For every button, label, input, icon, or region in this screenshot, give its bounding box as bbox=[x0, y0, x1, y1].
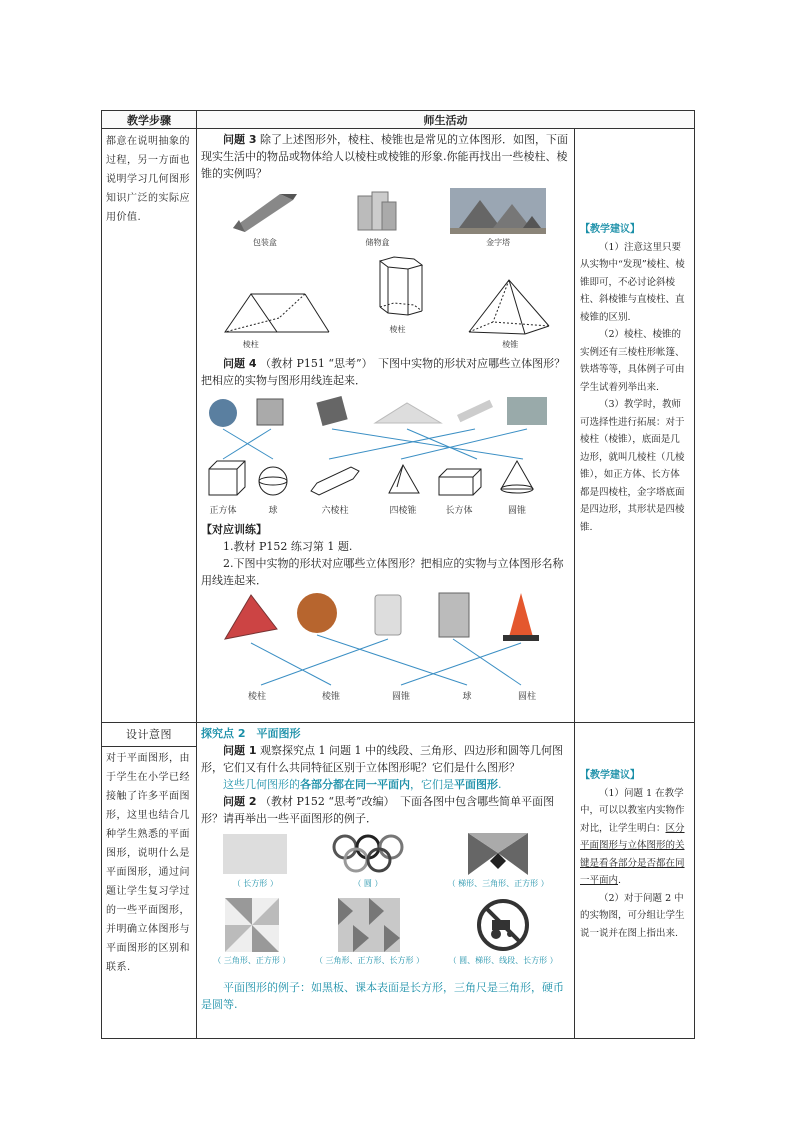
pyramid-image bbox=[507, 397, 547, 425]
training-item-1: 1.教材 P152 练习第 1 题. bbox=[223, 540, 353, 553]
figure-label: （ 三角形、正方形 ） bbox=[213, 956, 291, 965]
name-label: 棱柱 bbox=[247, 692, 267, 702]
figure-label: （ 长方形 ） bbox=[232, 879, 278, 888]
photo-pyramid bbox=[450, 188, 546, 251]
figure-pinwheel bbox=[213, 898, 290, 969]
hexagonal-prism-drawing bbox=[370, 255, 426, 321]
sand-cone-image bbox=[375, 403, 441, 423]
matching-lines bbox=[223, 429, 527, 459]
suggest-1a: （1）问题 1 在教学中，可以以教室内实物作对比，让学生明白： bbox=[580, 787, 685, 834]
suggest-item-1 bbox=[580, 785, 689, 890]
matching-diagram-1 bbox=[201, 393, 571, 521]
training-title: 【对应训练】 bbox=[201, 523, 267, 536]
question-2 bbox=[201, 793, 570, 827]
suggest-item-1: （1）注意这里只要从实物中“发现”棱柱、棱锥即可，不必讨论斜棱柱、斜棱锥与直棱柱、直棱锥的区别. bbox=[580, 241, 685, 323]
figure-label: （ 圆、梯形、线段、长方形 ） bbox=[448, 956, 558, 965]
name-label: 球 bbox=[462, 692, 472, 702]
plane-figure-examples: 平面图形的例子：如黑板、课本表面是长方形，三角尺是三角形，硬币是圆等. bbox=[201, 981, 564, 1011]
gray-rectangle-image bbox=[222, 833, 288, 875]
q1-label: 问题 1 bbox=[223, 744, 257, 757]
figure-label: （ 三角形、正方形、长方形 ） bbox=[314, 956, 425, 965]
solid-triangular-prism bbox=[221, 288, 331, 338]
solid-label: 棱锥 bbox=[502, 340, 519, 349]
q3-text: 除了上述图形外，棱柱、棱锥也是常见的立体图形．如图，下面现实生活中的物品或物体给人以棱柱或棱锥的形象.你能再找出一些棱柱、棱锥的实例吗？ bbox=[201, 133, 568, 180]
plane-figures-row-2 bbox=[201, 898, 570, 969]
can-image bbox=[375, 595, 401, 635]
tile-pattern-image bbox=[338, 898, 400, 952]
photo-label: 储物盒 bbox=[365, 238, 390, 247]
header-activities: 师生活动 bbox=[197, 111, 695, 129]
globe-image bbox=[209, 399, 237, 427]
q1-text: 观察探究点 1 问题 1 中的线段、三角形、四边形和圆等几何图形，它们又有什么共同特征区别于立体图形呢？它们是什么图形？ bbox=[201, 744, 563, 774]
shape-label: 四棱锥 bbox=[389, 506, 417, 516]
row2-left-cell bbox=[102, 723, 197, 1039]
answer-bold-2: 平面图形 bbox=[454, 778, 498, 791]
shape-label: 球 bbox=[268, 506, 278, 516]
triangle-toy-image bbox=[225, 595, 277, 639]
shape-label: 长方体 bbox=[445, 506, 473, 516]
suggest-1b: 区分平面图形与立体图形的关键是看各部分是否都在同一平面内 bbox=[580, 822, 685, 886]
section-title: 探究点 2 平面图形 bbox=[201, 727, 301, 740]
design-intent-heading: 设计意图 bbox=[102, 723, 196, 747]
row1-suggest-cell bbox=[575, 129, 695, 723]
figure-no-tractor-sign bbox=[449, 898, 558, 969]
suggest-1c: . bbox=[618, 875, 622, 886]
suggest-title: 【教学建议】 bbox=[580, 770, 640, 781]
traffic-cone-image bbox=[509, 593, 533, 637]
photo-label: 金字塔 bbox=[486, 238, 511, 247]
q2-text: （教材 P152 “思考”改编） 下面各图中包含哪些简单平面图形？请再举出一些平面图形的例子． bbox=[201, 795, 555, 825]
pencil-image bbox=[457, 400, 493, 422]
question-4 bbox=[201, 355, 570, 389]
no-tractor-sign-image bbox=[476, 898, 530, 952]
header-steps: 教学步骤 bbox=[102, 111, 197, 129]
photo-label: 包装盒 bbox=[252, 238, 277, 247]
pinwheel-square-image bbox=[225, 898, 279, 952]
olympic-rings-image bbox=[331, 833, 405, 875]
q2-label: 问题 2 bbox=[223, 795, 257, 808]
object-photos bbox=[201, 188, 570, 251]
photo-storage bbox=[352, 188, 402, 251]
box-image bbox=[316, 396, 347, 426]
figure-tiles bbox=[315, 898, 424, 969]
solid-label: 棱柱 bbox=[242, 340, 259, 349]
name-label: 棱锥 bbox=[321, 692, 341, 702]
figure-label: （ 圆 ） bbox=[353, 879, 383, 888]
figure-olympic-rings bbox=[331, 833, 405, 892]
photo-box bbox=[225, 190, 305, 251]
name-label: 圆柱 bbox=[517, 692, 537, 702]
row1-left-cell bbox=[102, 129, 197, 723]
solid-pyramid bbox=[465, 276, 551, 338]
shape-label: 正方体 bbox=[209, 506, 237, 516]
bowtie-pattern-image bbox=[468, 833, 528, 875]
pyramid-photo-image bbox=[450, 188, 546, 234]
square-pyramid-drawing bbox=[465, 276, 551, 338]
shape-label: 圆锥 bbox=[507, 506, 527, 516]
figure-rectangle bbox=[222, 833, 288, 892]
q3-label: 问题 3 bbox=[223, 133, 257, 146]
shape-label: 六棱柱 bbox=[321, 506, 349, 516]
row1-left-text: 都意在说明抽象的过程，另一方面也说明学习几何图形知识广泛的实际应用价值. bbox=[106, 136, 190, 223]
question-3 bbox=[201, 131, 570, 182]
solid-label: 棱柱 bbox=[389, 325, 406, 334]
solid-shapes-row bbox=[209, 461, 533, 495]
row2-suggest-cell bbox=[575, 723, 695, 1039]
question-1 bbox=[201, 742, 570, 776]
hexagonal-storage-image bbox=[352, 188, 402, 234]
table-row bbox=[102, 723, 695, 1039]
triangular-box-image bbox=[225, 190, 305, 234]
q4-text: （教材 P151 “思考”） 下图中实物的形状对应哪些立体图形？把相应的实物与图形用线连起来． bbox=[201, 357, 566, 387]
training-item-2: 2.下图中实物的形状对应哪些立体图形？把相应的实物与立体图形名称用线连起来． bbox=[201, 557, 564, 587]
row1-main-cell bbox=[197, 129, 575, 723]
solid-drawings bbox=[201, 255, 570, 338]
triangular-prism-drawing bbox=[221, 288, 331, 338]
answer-mid: ，它们是 bbox=[410, 778, 454, 791]
answer-pre: 这些几何图形的 bbox=[223, 778, 300, 791]
solid-hexagonal-prism bbox=[370, 255, 426, 338]
answer-1 bbox=[201, 776, 570, 793]
rubiks-cube-image bbox=[257, 399, 283, 425]
suggest-item-2: （2）对于问题 2 中的实物图，可分组让学生说一说并在图上指出来. bbox=[580, 892, 685, 939]
table-header-row bbox=[102, 111, 695, 129]
figure-bowtie bbox=[448, 833, 549, 892]
matching-diagram-2 bbox=[201, 591, 571, 705]
lesson-table bbox=[101, 110, 695, 1039]
answer-end: . bbox=[498, 778, 502, 791]
name-label: 圆锥 bbox=[391, 692, 411, 702]
plane-figures-row-1 bbox=[201, 833, 570, 892]
table-row bbox=[102, 129, 695, 723]
row2-left-text: 对于平面图形，由于学生在小学已经接触了许多平面图形，这里也结合几种学生熟悉的平面图形，说明什么是平面图形，通过问题让学生复习学过的一些平面图形，并明确立体图形与平面图形的区别和联系. bbox=[106, 753, 190, 973]
suggest-item-3: （3）教学时，教师可选择性进行拓展：对于棱柱（棱锥），底面是几边形，就叫几棱柱（几棱锥），如正方体、长方体都是四棱柱，金字塔底面是四边形，其形状是四棱锥. bbox=[580, 399, 685, 533]
suggest-item-2: （2）棱柱、棱锥的实例还有三棱柱形帐篷、铁塔等等，具体例子可由学生试着列举出来. bbox=[580, 329, 685, 393]
solid-labels bbox=[201, 336, 570, 353]
tea-tin-image bbox=[439, 593, 469, 637]
basketball-image bbox=[297, 593, 337, 633]
figure-label: （ 梯形、三角形、正方形 ） bbox=[447, 879, 549, 888]
answer-bold-1: 各部分都在同一平面内 bbox=[300, 778, 410, 791]
lesson-page bbox=[101, 110, 694, 1039]
matching-lines bbox=[251, 635, 521, 685]
q4-label: 问题 4 bbox=[223, 357, 257, 370]
row2-main-cell bbox=[197, 723, 575, 1039]
suggest-title: 【教学建议】 bbox=[580, 224, 640, 235]
